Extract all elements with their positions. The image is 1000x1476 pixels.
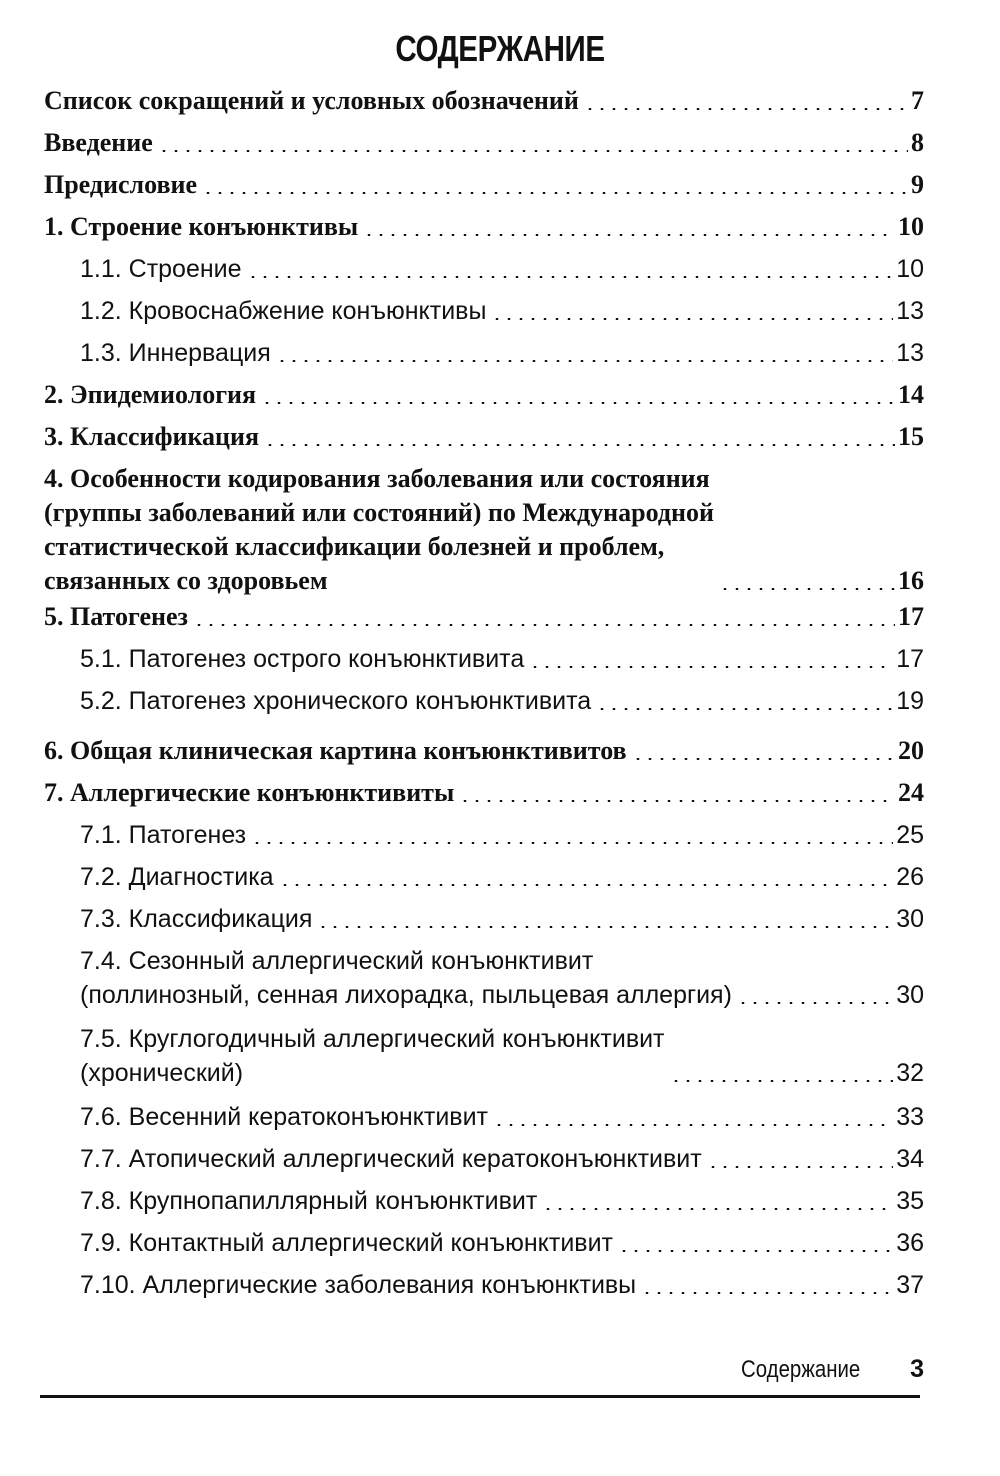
toc-entry[interactable] (44, 294, 924, 328)
dot-leader (707, 1166, 893, 1168)
toc-entry-title: 5.1. Патогенез острого конъюнктивита (80, 645, 525, 673)
dot-leader (276, 360, 893, 362)
dot-leader (279, 884, 894, 886)
footer-rule (40, 1395, 920, 1398)
toc-entry[interactable] (44, 378, 924, 412)
toc-entry[interactable] (44, 776, 924, 810)
toc-entry-page: 19 (896, 687, 924, 715)
toc-entry[interactable] (44, 126, 924, 160)
toc-entry[interactable] (44, 1226, 924, 1260)
dot-leader (202, 192, 908, 194)
toc-entry-page: 13 (896, 339, 924, 367)
toc-entry-page: 36 (896, 1229, 924, 1257)
toc-entry[interactable] (44, 84, 924, 118)
toc-entry[interactable] (44, 1022, 924, 1090)
toc-entry[interactable] (44, 1268, 924, 1302)
toc-entry[interactable] (44, 818, 924, 852)
toc-entry-page: 24 (898, 778, 924, 807)
toc-entry-title: 7.10. Аллергические заболевания конъюнктивы (80, 1271, 637, 1299)
toc-entry-title: 7.6. Весенний кератоконъюнктивит (80, 1103, 489, 1131)
toc-entry-title: 1.3. Иннервация (80, 339, 271, 367)
toc-entry-title: 1.2. Кровоснабжение конъюнктивы (80, 297, 487, 325)
toc-entry-page: 15 (898, 422, 924, 451)
footer-page-number: 3 (910, 1355, 924, 1383)
toc-entry-page: 10 (898, 212, 924, 241)
toc-entry-page: 33 (896, 1103, 924, 1131)
dot-leader (158, 150, 908, 152)
dot-leader (193, 624, 895, 626)
toc-entry-title: 5.2. Патогенез хронического конъюнктивита (80, 687, 592, 715)
toc-entry-page: 37 (896, 1271, 924, 1299)
toc-entry-title: 1. Строение конъюнктивы (44, 212, 359, 241)
toc-entry-title: 7.1. Патогенез (80, 821, 247, 849)
toc-entry-title: 7.4. Сезонный аллергический конъюнктивит (поллинозный, сенная лихорадка, пыльцевая аллергия) (80, 947, 732, 1009)
toc-entry[interactable] (44, 252, 924, 286)
toc-entry[interactable] (44, 462, 924, 598)
toc-entry-title: Список сокращений и условных обозначений (44, 86, 579, 115)
toc-entry-page: 10 (896, 255, 924, 283)
toc-entry-page: 17 (898, 602, 924, 631)
footer-section-label: Содержание (740, 1356, 861, 1383)
toc-entry[interactable] (44, 420, 924, 454)
toc-entry-page: 30 (896, 905, 924, 933)
dot-leader (596, 708, 893, 710)
toc-entry-page: 13 (896, 297, 924, 325)
dot-leader (247, 276, 894, 278)
dot-leader (529, 666, 893, 668)
toc-entry-title: 4. Особенности кодирования заболевания или состояния (группы заболеваний или состояний) по Международной статистической классификации болезней и проблем, связанных со здоровьем (44, 464, 714, 595)
toc-entry-title: 7. Аллергические конъюнктивиты (44, 778, 455, 807)
toc-entry-title: 2. Эпидемиология (44, 380, 257, 409)
dot-leader (632, 758, 895, 760)
toc-entry-title: 7.2. Диагностика (80, 863, 274, 891)
toc-entry-title: 7.8. Крупнопапиллярный конъюнктивит (80, 1187, 538, 1215)
toc-entry-title: 7.7. Атопический аллергический кератоконъюнктивит (80, 1145, 702, 1173)
dot-leader (493, 1124, 893, 1126)
page-footer (44, 1355, 924, 1384)
dot-leader (261, 402, 895, 404)
toc-entry-title: 5. Патогенез (44, 602, 188, 631)
dot-leader (542, 1208, 893, 1210)
toc-entry-page: 9 (911, 170, 924, 199)
toc-entry[interactable] (44, 684, 924, 718)
toc-entry[interactable] (44, 336, 924, 370)
toc-entry-page: 14 (898, 380, 924, 409)
toc-entry-title: 6. Общая клиническая картина конъюнктивитов (44, 736, 627, 765)
toc-entry-page: 16 (898, 566, 924, 595)
dot-leader (491, 318, 893, 320)
toc-entry[interactable] (44, 600, 924, 634)
toc-entry-title: Предисловие (44, 170, 198, 199)
toc-entry-page: 30 (896, 981, 924, 1009)
toc-entry[interactable] (44, 860, 924, 894)
toc-entry[interactable] (44, 642, 924, 676)
page-title: СОДЕРЖАНИЕ (395, 28, 605, 69)
dot-leader (317, 926, 893, 928)
toc-entry-title: 7.5. Круглогодичный аллергический конъюнктивит (хронический) (80, 1025, 665, 1087)
dot-leader (363, 234, 895, 236)
toc-entry[interactable] (44, 1184, 924, 1218)
dot-leader (251, 842, 893, 844)
toc-entry[interactable] (44, 944, 924, 1012)
toc-entry-page: 34 (896, 1145, 924, 1173)
toc-entry[interactable] (44, 168, 924, 202)
toc-entry-page: 25 (896, 821, 924, 849)
toc-entry-page: 20 (898, 736, 924, 765)
toc-entry-page: 17 (896, 645, 924, 673)
toc-entry-page: 26 (896, 863, 924, 891)
toc-entry-title: 3. Классификация (44, 422, 260, 451)
dot-leader (737, 1002, 893, 1004)
toc-entry-page: 8 (911, 128, 924, 157)
toc-entry-title: 7.3. Классификация (80, 905, 313, 933)
dot-leader (618, 1250, 893, 1252)
dot-leader (670, 1080, 894, 1082)
toc-entry[interactable] (44, 1100, 924, 1134)
toc-entry[interactable] (44, 210, 924, 244)
toc-entry[interactable] (44, 734, 924, 768)
toc-entry-page: 35 (896, 1187, 924, 1215)
toc-entry-page: 32 (896, 1059, 924, 1087)
toc-entry-title: 7.9. Контактный аллергический конъюнктивит (80, 1229, 613, 1257)
dot-leader (719, 588, 895, 590)
toc-entry-title: Введение (44, 128, 153, 157)
dot-leader (641, 1292, 893, 1294)
dot-leader (459, 800, 895, 802)
dot-leader (264, 444, 895, 446)
toc-entry-page: 7 (911, 86, 924, 115)
toc-entry[interactable] (44, 902, 924, 936)
toc-entry[interactable] (44, 1142, 924, 1176)
toc-entry-title: 1.1. Строение (80, 255, 242, 283)
dot-leader (584, 108, 908, 110)
